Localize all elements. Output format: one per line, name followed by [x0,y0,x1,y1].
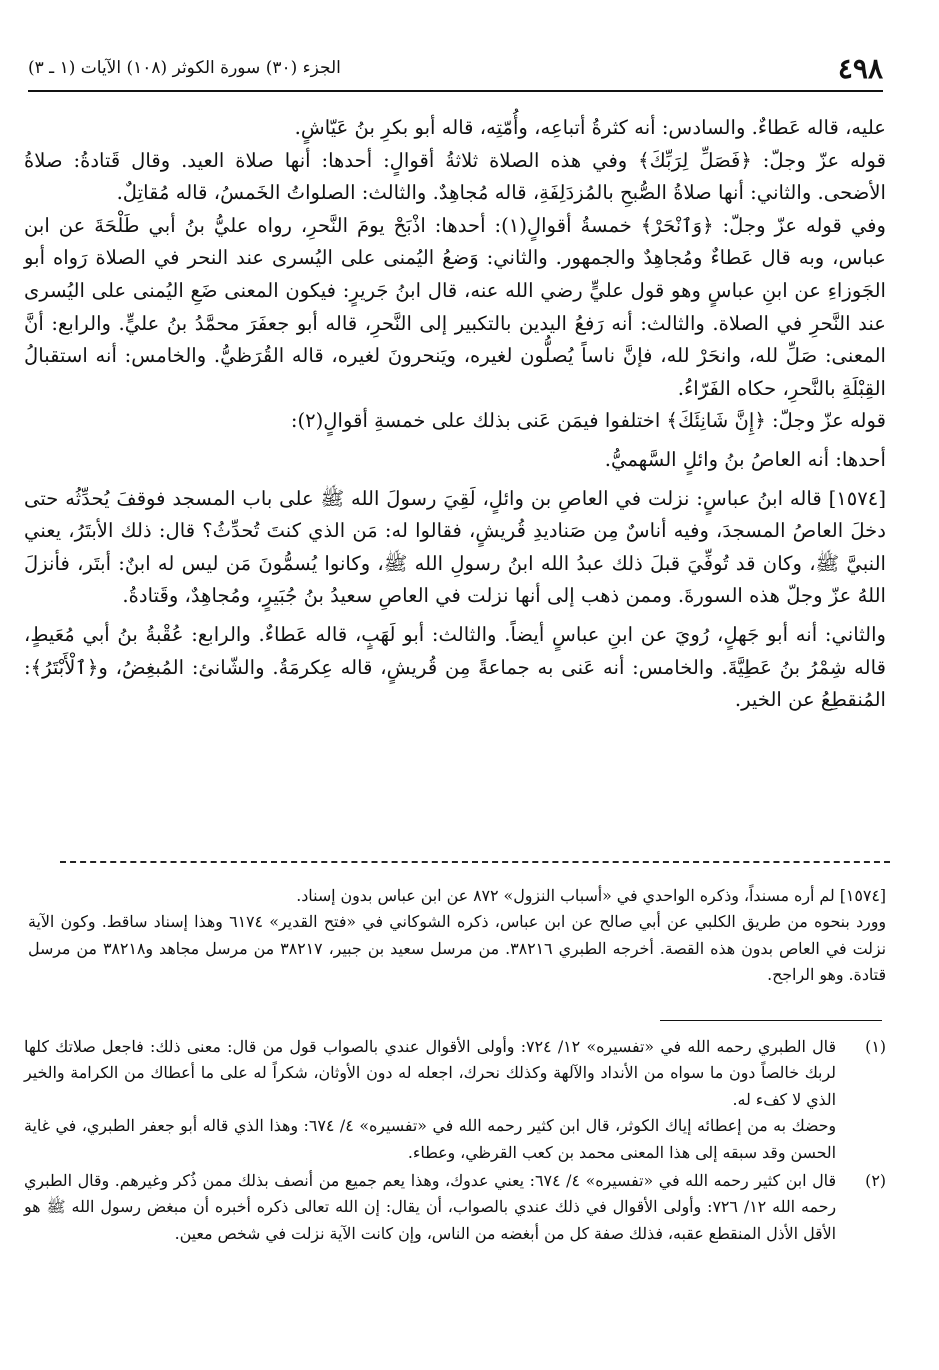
footnote-body [24,1034,836,1166]
footnotes [24,1034,886,1249]
footnote-2 [24,1168,886,1247]
paragraph-first-opinion: أحدها: أنه العاصُ بنُ وائلٍ السَّهميُّ. [604,447,886,471]
running-head: الجزء (٣٠) سورة الكوثر (١٠٨) الآيات (١ ـ ٣) [28,58,341,78]
hadith-note-line: وورد بنحوه من طريق الكلبي عن أبي صالح عن ابن عباس، ذكره الشوكاني في «فتح القدير» ٦١٧٤ وهذا إسناد ساقط. وكون الآية نزلت في العاص بدون هذه القصة. أخرجه الطبري ٣٨٢١٦. من مرسل سعيد بن جبير، ٣٨٢١٧ من مرسل مجاهد و٣٨٢١٨ من مرسل قتادة. وهو الراجح. [28,912,887,985]
footnote-number: (٢) [865,1171,886,1191]
footnote-1 [24,1034,886,1166]
dashed-separator [60,861,890,863]
paragraph-other-opinions: والثاني: أنه أبو جَهلٍ، رُويَ عن ابنِ عباسٍ أيضاً. والثالث: أبو لَهَبٍ، قاله عَطاءٌ. والرابع: عُقْبةُ بنُ أبي مُعَيطٍ، قاله شِمْرُ بنُ عَطِيَّةَ. والخامس: أنه عَنى به جماعةً مِن قُريشٍ، قاله عِكرمَةُ. والشّانئ: المُبغِضُ، و﴿ٱلْأَبْتَرُ﴾: المُنقطِعُ عن الخير. [24,622,886,712]
main-text [24,112,886,717]
footnote-body [24,1168,836,1247]
paragraph-shaniak-intro: قوله عزّ وجلّ: ﴿إِنَّ شَانِئَكَ﴾ اختلفوا فيمَن عَنى بذلك على خمسةِ أقوالٍ(٢): [290,409,886,433]
header-rule [28,90,883,92]
footnote-paragraph: قال ابن كثير رحمه الله في «تفسيره» ٤/ ٦٧٤: يعني عدوك، وهذا يعم جميع من أنصف بذلك ممن ذُكر وغيرهم. وقال الطبري رحمه الله ١٢/ ٧٢٦: وأولى الأقوال في ذلك عندي بالصواب، أن يقال: إن الله تعالى ذكره أخبره أن مبغض رسول الله ﷺ هو الأقل الأذل المنقطع عقبه، فذلك صفة كل من أبغضه من الناس، وإن كانت الآية نزلت في شخص معين. [24,1171,836,1243]
footnote-number: (١) [865,1037,886,1056]
hadith-note-line: [١٥٧٤] لم أره مسنداً، وذكره الواحدي في «أسباب النزول» ٨٧٢ عن ابن عباس بدون إسناد. [296,886,886,905]
footnote-paragraph: وحضك به من إعطائه إياك الكوثر، قال ابن كثير رحمه الله في «تفسيره» ٤/ ٦٧٤: وهذا الذي قاله أبو جعفر الطبري، في غاية الحسن وقد سبقه إلى هذا المعنى محمد بن كعب القرظي، وعطاء. [24,1116,836,1162]
paragraph-sacrifice: وفي قوله عزّ وجلّ: ﴿وَٱنْحَرْ﴾ خمسةُ أقوالٍ(١): أحدها: اذْبَحْ يومَ النَّحرِ، رواه عليُّ بنُ أبي طَلْحَةَ عن ابن عباس، وبه قال عَطاءٌ ومُجاهِدٌ والجمهور. والثاني: وَضعُ اليُمنى على اليُسرى عند النحر في الصلاة رَواه أبو الجَوزاءِ عن ابنِ عباسٍ وهو قول عليٍّ رضي الله عنه، قال ابنُ جَريرٍ: فيكون المعنى ضَعِ اليُمنى على اليُسرى عند النَّحرِ في الصلاة. والثالث: أنه رَفعُ اليدين بالتكبير إلى النَّحرِ، قاله أبو جعفَرَ محمَّدُ بنُ عليٍّ. والرابع: أنَّ المعنى: صَلِّ لله، وانحَرْ لله، فإنَّ ناساً يُصلُّون لغيره، ويَنحرونَ لغيره، قاله القُرَظيُّ. والخامس: أنه استقبالُ القِبْلَةِ بالنَّحرِ، حكاه الفَرّاءُ. [24,213,886,400]
paragraph-sixth-opinion: عليه، قاله عَطاءٌ. والسادس: أنه كثرةُ أتباعِه، وأُمّتِه، قاله أبو بكرِ بنُ عَيّاشٍ. [294,116,886,139]
footnote-paragraph: قال الطبري رحمه الله في «تفسيره» ١٢/ ٧٢٤: وأولى الأقوال عندي بالصواب قول من قال: معنى ذلك: فاجعل صلاتك كلها لربك خالصاً دون ما سواه من الأنداد والآلهة وكذلك نحرك، اجعله له دون الأوثان، شكراً له على ما أعطاك من الكرامة والخير الذي لا كفء له. [24,1037,837,1109]
page-header [28,50,883,90]
paragraph-prayer: قوله عزّ وجلّ: ﴿فَصَلِّ لِرَبِّكَ﴾ وفي هذه الصلاة ثلاثةُ أقوالٍ: أحدها: أنها صلاة العيد. وقال قَتادةُ: صلاةُ الأضحى. والثاني: أنها صلاةُ الصُّبحِ بالمُزدَلِفَةِ، قاله مُجاهِدٌ. والثالث: الصلواتُ الخَمسُ، قاله مُقاتِلٌ. [24,148,886,205]
hadith-takhrij-note [28,883,886,989]
page-number: ٤٩٨ [837,52,883,85]
paragraph-hadith-1574: [١٥٧٤] قاله ابنُ عباسٍ: نزلت في العاصِ بن وائلٍ، لَقِيَ رسولَ الله ﷺ على باب المسجد فوقفَ يُحدِّثُه حتى دخلَ العاصُ المسجدَ، وفيه أناسٌ مِن صَناديدِ قُريشٍ، فقالوا له: مَن الذي كنتَ تُحدِّثُ؟ قال: ذلك الأبتَرُ، يعني النبيَّ ﷺ، وكان قد تُوفِّيَ قبلَ ذلك عبدُ الله ابنُ رسولِ الله ﷺ، وكانوا يُسمُّونَ مَن ليس له ابنٌ: أبتَر، فأنزلَ اللهُ عزّ وجلّ هذه السورةَ. وممن ذهب إلى أنها نزلت في العاصِ سعيدُ بنُ جُبَيرٍ، ومُجاهِدٌ، وقَتادةُ. [24,486,886,608]
footnote-rule [660,1020,882,1021]
